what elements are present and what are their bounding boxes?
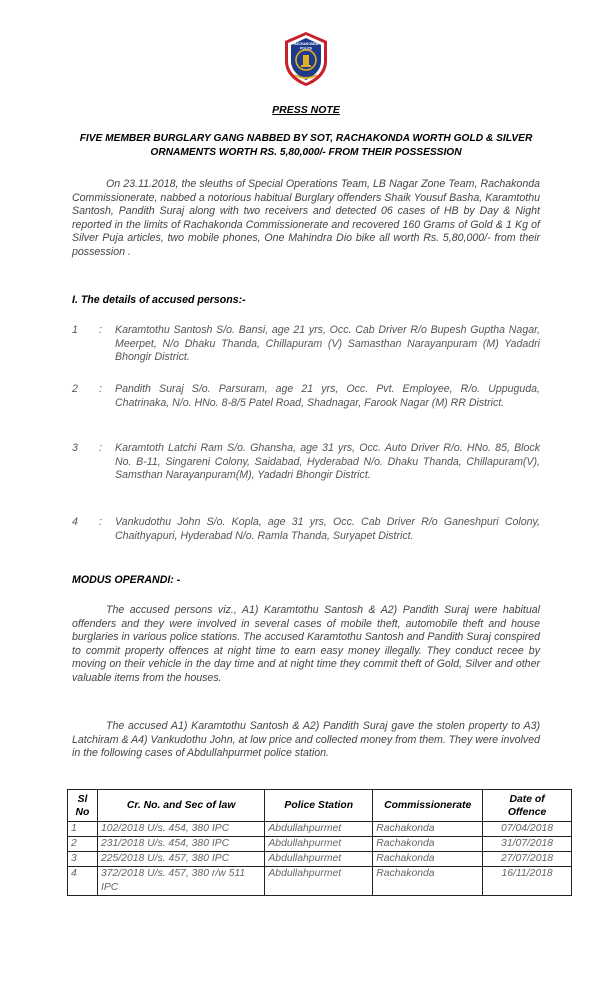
- table-row: [68, 867, 572, 896]
- cell-sl: 1: [68, 822, 98, 837]
- table-row: [68, 852, 572, 867]
- cell-sl: 3: [68, 852, 98, 867]
- header-crime-number: Cr. No. and Sec of law: [97, 790, 264, 822]
- emblem-text-bottom: POLICE: [299, 46, 313, 51]
- header-commissionerate: Commissionerate: [373, 790, 483, 822]
- accused-details: Pandith Suraj S/o. Parsuram, age 21 yrs, Occ. Pvt. Employee, R/o. Uppuguda, Chatrinaka, N/o. HNo. 8-8/5 Patel Road, Shadnagar, Farook Nagar (M) RR District.: [115, 383, 540, 409]
- accused-number: 4: [72, 516, 78, 528]
- header-sl-no: Sl No: [68, 790, 98, 822]
- cell-commissionerate: Rachakonda: [373, 837, 483, 852]
- accused-details: Karamtoth Latchi Ram S/o. Ghansha, age 31 yrs, Occ. Auto Driver R/o. HNo. 85, Block No. B-11, Singareni Colony, Saidabad, Hyderabad N/o. Dhaku Thanda, Chillapuram(V), Samsthan Narayanpuram(M), Yadadri Bhongir District.: [115, 442, 540, 481]
- emblem-text-top: RACHAKONDA: [293, 42, 319, 46]
- table-row: [68, 837, 572, 852]
- modus-paragraph-2: The accused A1) Karamtothu Santosh & A2) Pandith Suraj gave the stolen property to A3) Latchiram & A4) Vankudothu John, at low price and collected money from them. They were involved in the following cases of Abdullahpurmet police station.: [72, 720, 540, 759]
- header-date-of-offence: Date of Offence: [483, 790, 572, 822]
- cell-commissionerate: Rachakonda: [373, 822, 483, 837]
- cell-crno: 225/2018 U/s. 457, 380 IPC: [97, 852, 264, 867]
- header-police-station: Police Station: [265, 790, 373, 822]
- headline: FIVE MEMBER BURGLARY GANG NABBED BY SOT, RACHAKONDA WORTH GOLD & SILVER ORNAMENTS WORTH RS. 5,80,000/- FROM THEIR POSSESSION: [79, 133, 533, 158]
- accused-number: 3: [72, 442, 78, 454]
- accused-number: 1: [72, 324, 78, 336]
- cell-commissionerate: Rachakonda: [373, 852, 483, 867]
- cell-crno: 102/2018 U/s. 454, 380 IPC: [97, 822, 264, 837]
- cell-date: 07/04/2018: [483, 822, 572, 837]
- cell-police-station: Abdullahpurmet: [265, 837, 373, 852]
- modus-heading: MODUS OPERANDI: -: [72, 574, 181, 586]
- cell-sl: 4: [68, 867, 98, 896]
- table-header-row: [68, 790, 572, 822]
- cell-police-station: Abdullahpurmet: [265, 822, 373, 837]
- rachakonda-police-emblem-icon: [283, 31, 329, 87]
- cases-table: [67, 789, 572, 896]
- modus-paragraph-1: The accused persons viz., A1) Karamtothu Santosh & A2) Pandith Suraj were habitual offenders and they were involved in several cases of mobile theft, automobile theft and house burglaries in various police stations. The accused Karamtothu Santosh and Pandith Suraj conspired to commit property offences at night time to earn easy money illegally. They conduct recee by moving on their vehicle in the day time and at night time they commit theft of Gold, Silver and other valuable items from the houses.: [72, 604, 540, 684]
- accused-colon: :: [99, 324, 102, 336]
- intro-paragraph: On 23.11.2018, the sleuths of Special Operations Team, LB Nagar Zone Team, Rachakonda Commissionerate, nabbed a notorious habitual Burglary offenders Shaik Yousuf Basha, Karamtothu Santosh, Pandith Suraj along with two receivers and detected 06 cases of HB by Day & Night reported in the limits of Rachakonda Commissionerate and recovered 160 Grams of Gold & 1 Kg of Silver Puja articles, two mobile phones, One Mahindra Dio bike all worth Rs. 5,80,000/- from their possession .: [72, 178, 540, 258]
- cell-commissionerate: Rachakonda: [373, 867, 483, 896]
- accused-heading: I. The details of accused persons:-: [72, 294, 246, 306]
- accused-colon: :: [99, 516, 102, 528]
- press-note-title: PRESS NOTE: [272, 104, 340, 116]
- accused-details: Karamtothu Santosh S/o. Bansi, age 21 yrs, Occ. Cab Driver R/o Bupesh Guptha Nagar, Meerpet, N/o Dhaku Thanda, Chillapuram (V) Samasthan Narayanpuram (M) Yadadri Bhongir District.: [115, 324, 540, 363]
- cell-sl: 2: [68, 837, 98, 852]
- cell-crno: 231/2018 U/s. 454, 380 IPC: [97, 837, 264, 852]
- accused-number: 2: [72, 383, 78, 395]
- cell-police-station: Abdullahpurmet: [265, 867, 373, 896]
- accused-details: Vankudothu John S/o. Kopla, age 31 yrs, Occ. Cab Driver R/o Ganeshpuri Colony, Chaithyapuri, Hyderabad N/o. Ramla Thanda, Suryapet District.: [115, 516, 540, 542]
- cell-date: 27/07/2018: [483, 852, 572, 867]
- table-row: [68, 822, 572, 837]
- cell-police-station: Abdullahpurmet: [265, 852, 373, 867]
- accused-colon: :: [99, 442, 102, 454]
- cell-date: 31/07/2018: [483, 837, 572, 852]
- cell-crno: 372/2018 U/s. 457, 380 r/w 511 IPC: [97, 867, 264, 896]
- cell-date: 16/11/2018: [483, 867, 572, 896]
- accused-colon: :: [99, 383, 102, 395]
